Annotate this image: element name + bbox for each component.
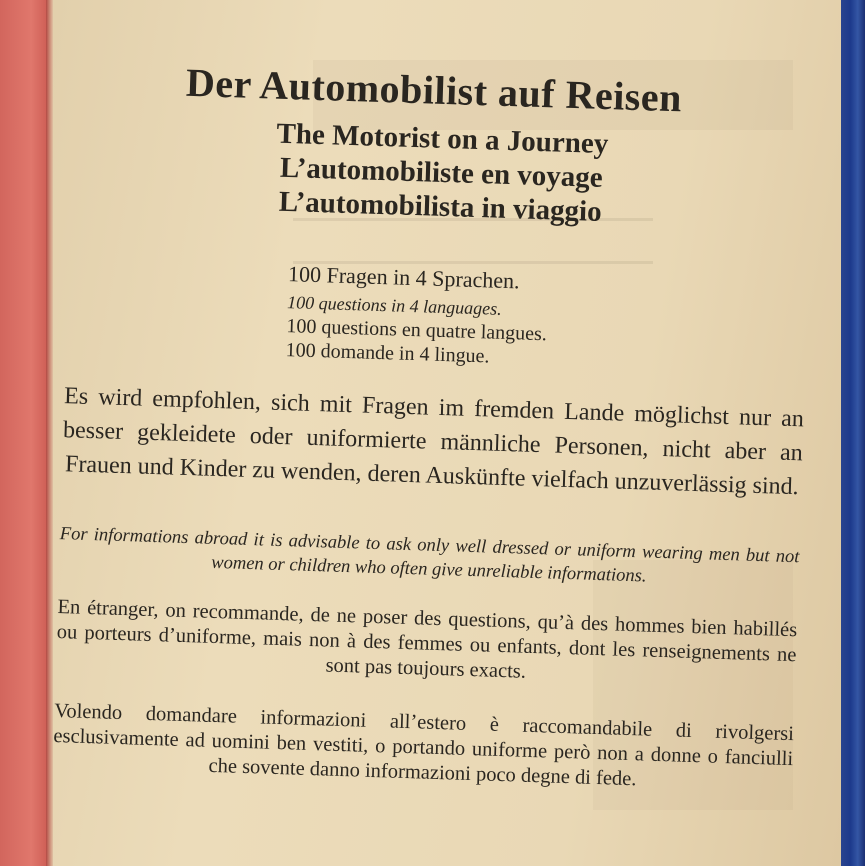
subtitle-english: The Motorist on a Journey	[276, 117, 609, 161]
subtitle-french: L’automobiliste en voyage	[279, 151, 604, 194]
questions-line-english: 100 questions in 4 languages.	[286, 292, 502, 319]
paragraph-german: Es wird empfohlen, sich mit Fragen im fremden Lande möglichst nur an besser gekleidete oder uniformierte männliche Personen, nicht aber an Frauen und Kinder zu wenden, deren Auskünfte vielfach unzuverlässig sind.	[62, 383, 805, 501]
paragraph-french: En étranger, on recommande, de ne poser des questions, qu’à des hommes bien habillés ou porteurs d’uniforme, mais non à des femmes ou enfants, dont les renseignements ne sont pas toujours exacts.	[56, 596, 798, 683]
red-book-spine	[0, 0, 52, 866]
page-text	[53, 0, 841, 866]
page-title: Der Automobilist auf Reisen	[185, 59, 683, 121]
paragraph-italian: Volendo domandare informazioni all’estero è raccomandabile di rivolgersi esclusivamente ad uomini ben vestiti, o portando uniforme però non a donne o fanciulli che sovente danno informazioni poco degne di fede.	[53, 699, 795, 791]
paragraph-english: For informations abroad it is advisable to ask only well dressed or uniform wearing men but not women or children who often give unreliable informations.	[59, 524, 800, 587]
book-page	[53, 0, 841, 866]
subtitle-italian: L’automobilista in viaggio	[278, 185, 603, 228]
blue-book-cover	[841, 0, 865, 866]
questions-line-italian: 100 domande in 4 lingue.	[285, 339, 490, 368]
questions-line-german: 100 Fragen in 4 Sprachen.	[287, 261, 520, 294]
questions-line-french: 100 questions en quatre langues.	[286, 315, 548, 346]
